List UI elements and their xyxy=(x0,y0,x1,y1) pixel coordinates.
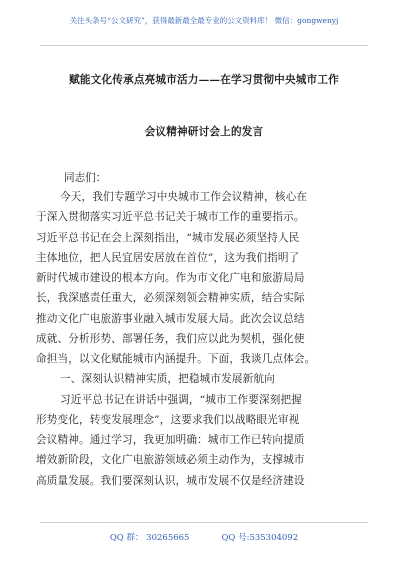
body-line: 成就、分析形势、部署任务，我们应以此为契机，强化使 xyxy=(36,332,305,345)
body-line: 高质量发展。我们要深刻认识，城市发展不仅是经济建设 xyxy=(36,474,305,487)
body-line: 习近平总书记在讲话中强调，“城市工作要深刻把握 xyxy=(60,393,302,406)
body-line: 长，我深感责任重大，必须深刻领会精神实质，结合实际 xyxy=(36,292,305,305)
body-line: 命担当，以文化赋能城市内涵提升。下面，我谈几点体会。 xyxy=(36,353,316,365)
body-line: 于深入贯彻落实习近平总书记关于城市工作的重要指示。 xyxy=(36,211,305,224)
body-line: 会议精神。通过学习，我更加明确：城市工作已转向提质 xyxy=(36,434,305,446)
body-line: 主体地位，把人民宜居安居放在首位”，这为我们指明了 xyxy=(36,251,300,264)
footer-qq-number: QQ 号:535304092 xyxy=(221,533,299,543)
document-title-line-2: 会议精神研讨会上的发言 xyxy=(144,126,264,138)
document-title-line-1: 赋能文化传承点亮城市活力——在学习贯彻中央城市工作 xyxy=(69,74,339,86)
body-line: 形势变化，转变发展理念”，这要求我们以战略眼光审视 xyxy=(36,413,300,426)
body-line: 一、深刻认识精神实质，把稳城市发展新航向 xyxy=(60,373,275,386)
header-divider xyxy=(40,45,368,46)
document-body xyxy=(36,187,366,491)
body-line: 推动文化广电旅游事业融入城市发展大局。此次会议总结 xyxy=(36,312,305,325)
body-line: 新时代城市建设的根本方向。作为市文化广电和旅游局局 xyxy=(36,272,305,284)
salutation: 同志们： xyxy=(64,172,107,184)
footer-divider xyxy=(40,522,368,523)
body-line: 习近平总书记在会上深刻指出，“城市发展必须坚持人民 xyxy=(36,231,300,244)
header-promo-text: 关注头条号“公文研究”，获得最新最全最专业的公文资料库！ 微信：gongwenyj xyxy=(69,16,339,25)
body-line: 今天，我们专题学习中央城市工作会议精神，核心在 xyxy=(60,191,308,203)
body-line: 增效新阶段，文化广电旅游领域必须主动作为，支撑城市 xyxy=(36,454,305,467)
footer-qq-group: QQ 群： 30265665 xyxy=(109,533,190,543)
footer-contact xyxy=(0,531,408,543)
